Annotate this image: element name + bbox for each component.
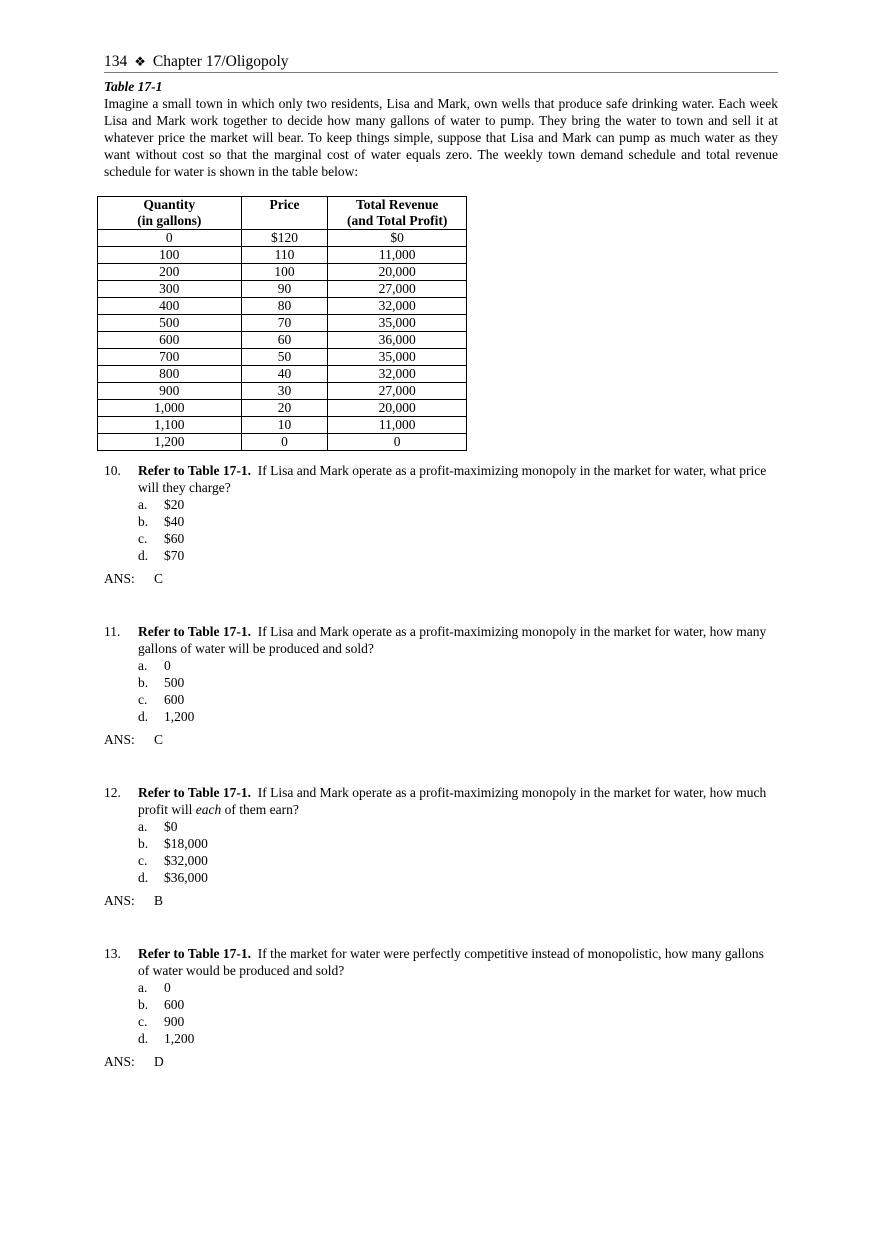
price-cell: 30 <box>241 383 328 400</box>
question-text <box>138 784 778 818</box>
price-cell: 80 <box>241 298 328 315</box>
answer-option <box>138 674 778 691</box>
question-text <box>138 462 778 496</box>
quantity-cell: 300 <box>98 281 242 298</box>
price-cell: 110 <box>241 247 328 264</box>
table-row <box>98 247 467 264</box>
option-text: $36,000 <box>164 870 208 885</box>
page-header <box>104 52 778 73</box>
option-text: $60 <box>164 531 185 546</box>
answer-value: B <box>154 893 164 908</box>
option-text: $70 <box>164 548 185 563</box>
option-letter: a. <box>138 497 148 512</box>
answer-label: ANS: <box>104 732 135 747</box>
table-row <box>98 332 467 349</box>
table-row <box>98 264 467 281</box>
quantity-cell: 600 <box>98 332 242 349</box>
answer-value: C <box>154 571 164 586</box>
table-title: Table 17-1 <box>104 79 163 94</box>
option-text: 0 <box>164 980 171 995</box>
answer-option <box>138 513 778 530</box>
option-text: 600 <box>164 692 185 707</box>
revenue-cell: $0 <box>328 230 467 247</box>
question-list <box>104 462 778 1070</box>
answer-option <box>138 496 778 513</box>
quantity-cell: 800 <box>98 366 242 383</box>
quantity-cell: 200 <box>98 264 242 281</box>
table-row <box>98 298 467 315</box>
question-number: 11. <box>104 624 121 639</box>
answer-value: D <box>154 1054 164 1069</box>
quantity-cell: 700 <box>98 349 242 366</box>
table-body <box>98 230 467 451</box>
quantity-cell: 900 <box>98 383 242 400</box>
option-text: 500 <box>164 675 185 690</box>
option-letter: d. <box>138 1031 149 1046</box>
revenue-cell: 11,000 <box>328 417 467 434</box>
option-letter: d. <box>138 870 149 885</box>
page-number: 134 <box>104 53 128 70</box>
header-price-line1: Price <box>269 197 300 212</box>
answer-option <box>138 835 778 852</box>
option-text: $40 <box>164 514 185 529</box>
table-reference: Refer to Table 17-1. <box>138 946 251 961</box>
header-price <box>241 197 328 230</box>
price-cell: 60 <box>241 332 328 349</box>
header-quantity-line1: Quantity <box>143 197 196 212</box>
demand-schedule-table <box>97 196 467 451</box>
question <box>104 623 778 748</box>
answer-line <box>104 570 778 587</box>
question-number: 10. <box>104 463 121 478</box>
quantity-cell: 0 <box>98 230 242 247</box>
table-row <box>98 366 467 383</box>
option-text: $18,000 <box>164 836 208 851</box>
table-header-row <box>98 197 467 230</box>
table-row <box>98 434 467 451</box>
table-row <box>98 383 467 400</box>
option-letter: c. <box>138 531 148 546</box>
option-letter: b. <box>138 836 149 851</box>
option-letter: c. <box>138 1014 148 1029</box>
chapter-title: Chapter 17/Oligopoly <box>152 53 289 70</box>
option-letter: b. <box>138 997 149 1012</box>
revenue-cell: 27,000 <box>328 281 467 298</box>
table-row <box>98 281 467 298</box>
revenue-cell: 32,000 <box>328 298 467 315</box>
option-letter: b. <box>138 514 149 529</box>
revenue-cell: 36,000 <box>328 332 467 349</box>
option-letter: a. <box>138 980 148 995</box>
quantity-cell: 1,100 <box>98 417 242 434</box>
answer-label: ANS: <box>104 571 135 586</box>
option-letter: d. <box>138 709 149 724</box>
quantity-cell: 500 <box>98 315 242 332</box>
answer-option <box>138 979 778 996</box>
option-text: 1,200 <box>164 709 195 724</box>
answer-option <box>138 869 778 886</box>
answer-option <box>138 691 778 708</box>
question-emphasis: each <box>195 802 222 817</box>
option-letter: a. <box>138 658 148 673</box>
answer-line <box>104 892 778 909</box>
table-row <box>98 315 467 332</box>
question-body-end: of them earn? <box>224 802 299 817</box>
question-number: 12. <box>104 785 121 800</box>
question-body: If the market for water were perfectly competitive instead of monopolistic, how many gallons of water would be produced and sold? <box>138 946 764 978</box>
answer-line <box>104 1053 778 1070</box>
question <box>104 462 778 587</box>
price-cell: 90 <box>241 281 328 298</box>
answer-option <box>138 547 778 564</box>
revenue-cell: 35,000 <box>328 315 467 332</box>
revenue-cell: 0 <box>328 434 467 451</box>
price-cell: $120 <box>241 230 328 247</box>
answer-line <box>104 731 778 748</box>
option-letter: c. <box>138 853 148 868</box>
table-row <box>98 400 467 417</box>
question <box>104 784 778 909</box>
revenue-cell: 11,000 <box>328 247 467 264</box>
table-row <box>98 417 467 434</box>
answer-option <box>138 1030 778 1047</box>
answer-option <box>138 708 778 725</box>
question-text <box>138 945 778 979</box>
header-revenue-line2: (and Total Profit) <box>347 213 448 228</box>
price-cell: 20 <box>241 400 328 417</box>
table-row <box>98 349 467 366</box>
price-cell: 40 <box>241 366 328 383</box>
price-cell: 70 <box>241 315 328 332</box>
header-revenue-line1: Total Revenue <box>355 197 439 212</box>
answer-option <box>138 657 778 674</box>
document-page <box>104 52 778 1070</box>
answer-options <box>138 496 778 564</box>
question-body: If Lisa and Mark operate as a profit-maximizing monopoly in the market for water, what price will they charge? <box>138 463 767 495</box>
price-cell: 100 <box>241 264 328 281</box>
diamond-icon: ❖ <box>134 54 146 69</box>
answer-option <box>138 818 778 835</box>
option-text: $0 <box>164 819 178 834</box>
question-body: If Lisa and Mark operate as a profit-maximizing monopoly in the market for water, how much profit will <box>138 785 767 817</box>
option-letter: c. <box>138 692 148 707</box>
price-cell: 0 <box>241 434 328 451</box>
option-text: 1,200 <box>164 1031 195 1046</box>
answer-label: ANS: <box>104 893 135 908</box>
answer-label: ANS: <box>104 1054 135 1069</box>
option-letter: b. <box>138 675 149 690</box>
answer-options <box>138 979 778 1047</box>
answer-options <box>138 657 778 725</box>
price-cell: 50 <box>241 349 328 366</box>
price-cell: 10 <box>241 417 328 434</box>
option-text: $32,000 <box>164 853 208 868</box>
header-total-revenue <box>328 197 467 230</box>
table-row <box>98 230 467 247</box>
question-body: If Lisa and Mark operate as a profit-maximizing monopoly in the market for water, how many gallons of water will be produced and sold? <box>138 624 767 656</box>
option-text: 0 <box>164 658 171 673</box>
answer-option <box>138 1013 778 1030</box>
answer-option <box>138 996 778 1013</box>
table-reference: Refer to Table 17-1. <box>138 463 251 478</box>
quantity-cell: 400 <box>98 298 242 315</box>
answer-value: C <box>154 732 164 747</box>
table-reference: Refer to Table 17-1. <box>138 785 251 800</box>
quantity-cell: 1,000 <box>98 400 242 417</box>
option-letter: d. <box>138 548 149 563</box>
question <box>104 945 778 1070</box>
question-text <box>138 623 778 657</box>
option-text: 900 <box>164 1014 185 1029</box>
header-quantity-line2: (in gallons) <box>137 213 202 228</box>
header-quantity <box>98 197 242 230</box>
revenue-cell: 32,000 <box>328 366 467 383</box>
option-letter: a. <box>138 819 148 834</box>
quantity-cell: 1,200 <box>98 434 242 451</box>
revenue-cell: 27,000 <box>328 383 467 400</box>
option-text: 600 <box>164 997 185 1012</box>
option-text: $20 <box>164 497 185 512</box>
question-number: 13. <box>104 946 121 961</box>
answer-option <box>138 530 778 547</box>
intro-paragraph: Imagine a small town in which only two residents, Lisa and Mark, own wells that produce safe drinking water. Each week Lisa and Mark work together to decide how many gallons of water to pump. They bring the water to town and sell it at whatever price the market will bear. To keep things simple, suppose that Lisa and Mark can pump as much water as they want without cost so that the marginal cost of water equals zero. The weekly town demand schedule and total revenue schedule for water is shown in the table below: <box>104 96 778 179</box>
revenue-cell: 20,000 <box>328 264 467 281</box>
revenue-cell: 35,000 <box>328 349 467 366</box>
quantity-cell: 100 <box>98 247 242 264</box>
answer-option <box>138 852 778 869</box>
table-reference: Refer to Table 17-1. <box>138 624 251 639</box>
answer-options <box>138 818 778 886</box>
revenue-cell: 20,000 <box>328 400 467 417</box>
